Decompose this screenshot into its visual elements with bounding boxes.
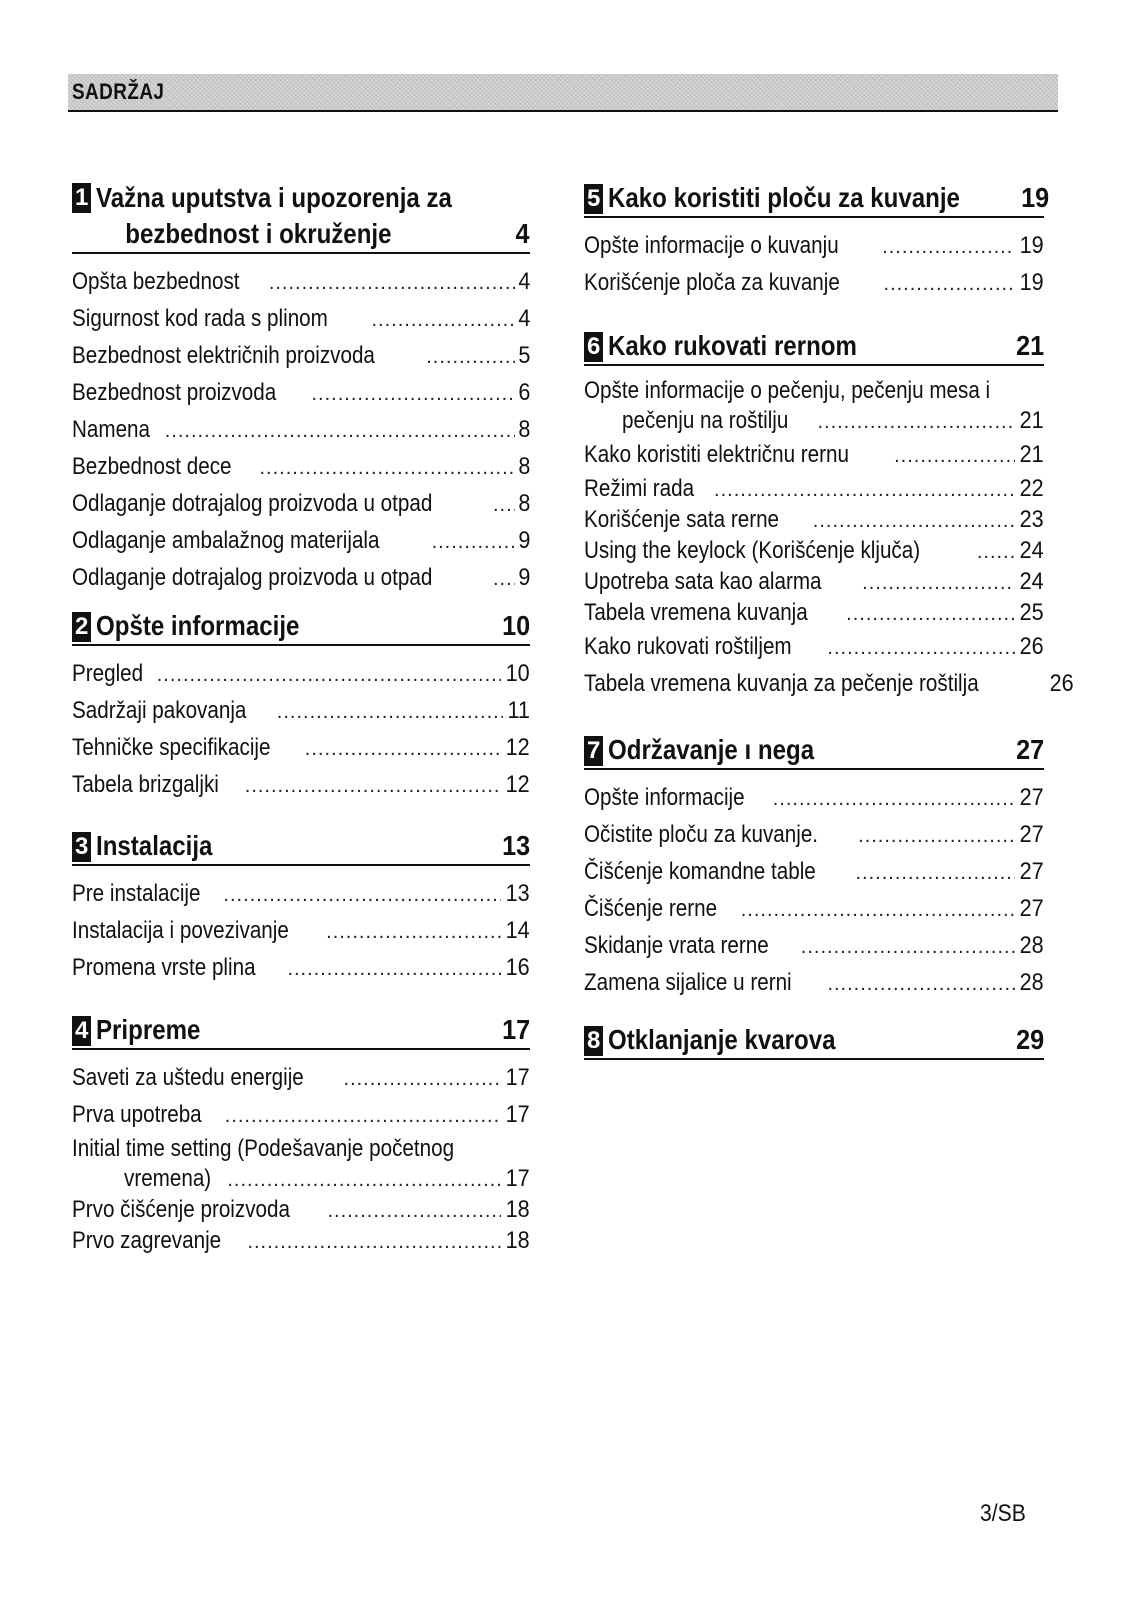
section-5-title: Kako koristiti ploču za kuvanje [608,182,961,213]
toc-entry-label: Čišćenje komandne table [584,858,816,885]
toc-entry-page: 22 [1019,475,1044,502]
toc-entry-page: 8 [517,453,530,480]
leader-dots [493,488,515,523]
toc-entry-label: Skidanje vrata rerne [584,932,769,959]
leader-dots [326,915,501,950]
toc-entry[interactable] [72,767,530,804]
section-3 [72,828,530,987]
toc-entry-page: 8 [517,490,530,517]
leader-dots [426,340,514,375]
leader-dots [223,878,501,913]
leader-dots [245,769,502,804]
toc-entry-page: 26 [1049,670,1074,697]
toc-entry-label: Kako koristiti električnu rernu [584,441,849,468]
toc-entry-page: 9 [517,527,530,554]
toc-entry[interactable] [72,1226,530,1257]
toc-entry[interactable] [72,301,530,338]
leader-dots [493,562,515,597]
toc-entry-page: 18 [505,1196,530,1223]
toc-entry[interactable] [72,656,530,693]
toc-entry-label: Čišćenje rerne [584,895,718,922]
toc-entry[interactable] [72,693,530,730]
toc-entry-label: Režimi rada [584,475,695,502]
section-6 [584,328,1074,703]
toc-entry-label: pečenju na roštilju [622,407,789,434]
leader-dots [862,568,1015,598]
leader-dots [827,967,1015,1002]
toc-entry-label: Očistite ploču za kuvanje. [584,821,819,848]
toc-entry-page: 16 [505,954,530,981]
toc-entry-label: Opšte informacije o pečenju, pečenju mesa i [584,377,991,404]
toc-entry-label: Zamena sijalice u rerni [584,969,792,996]
toc-entry[interactable] [72,1060,530,1097]
toc-entry-label: Tabela brizgaljki [72,771,219,798]
toc-entry[interactable] [72,338,530,375]
toc-entry-page: 28 [1019,969,1044,996]
section-4 [72,1012,530,1257]
section-5-heading[interactable] [584,180,1049,218]
section-number-badge: 5 [584,184,603,214]
section-8-page: 29 [1015,1024,1044,1055]
section-1-entries [72,264,530,597]
toc-entry-page: 8 [517,416,530,443]
leader-dots [894,439,1015,474]
toc-entry-page: 12 [505,771,530,798]
toc-entry-page: 27 [1019,784,1044,811]
leader-dots [827,631,1015,666]
toc-entry-label: Odlaganje dotrajalog proizvoda u otpad [72,564,433,591]
toc-entry-page: 27 [1019,895,1044,922]
toc-entry-label: Pre instalacije [72,880,201,907]
toc-entry[interactable] [72,876,530,913]
toc-entry-label: Sadržaji pakovanja [72,697,247,724]
leader-dots [165,414,515,449]
toc-entry[interactable] [72,449,530,486]
toc-entry-page: 18 [505,1227,530,1254]
section-8-heading[interactable] [584,1022,1044,1060]
section-8 [584,1022,1044,1060]
toc-entry-page: 25 [1019,599,1044,626]
leader-dots [432,525,515,560]
toc-entry-page: 24 [1019,568,1044,595]
toc-entry-label: vremena) [124,1165,212,1192]
section-1-page: 4 [515,218,530,249]
toc-entry-page: 12 [505,734,530,761]
toc-entry-label: Initial time setting (Podešavanje početnog [72,1135,455,1162]
toc-entry-continuation[interactable] [584,406,1044,437]
section-number-badge: 3 [72,832,91,862]
toc-entry-page: 11 [507,697,530,724]
leader-dots [227,1165,501,1195]
toc-entry[interactable] [72,560,530,597]
section-7 [584,732,1044,1002]
toc-entry[interactable] [584,780,1044,817]
section-8-title: Otklanjanje kvarova [608,1024,836,1055]
section-2-heading[interactable] [72,608,530,646]
section-number-badge: 4 [72,1016,91,1046]
toc-entry[interactable] [584,928,1044,965]
toc-entry[interactable] [584,666,1074,703]
section-1-title-line1: Važna uputstva i upozorenja za [96,182,453,213]
leader-dots [858,819,1015,854]
section-4-page: 17 [501,1014,530,1045]
toc-entry-page: 17 [505,1064,530,1091]
toc-entry-label: Tabela vremena kuvanja [584,599,808,626]
page-number-footer: 3/SB [980,1500,1026,1527]
toc-entry[interactable] [72,1097,530,1134]
leader-dots [813,506,1016,536]
leader-dots [977,537,1015,567]
section-5-entries [584,228,1044,302]
toc-entry[interactable] [72,1134,530,1164]
toc-entry[interactable] [584,817,1044,854]
toc-entry-label: Odlaganje dotrajalog proizvoda u otpad [72,490,433,517]
toc-entry[interactable] [584,629,1044,666]
leader-dots [882,230,1015,265]
toc-entry-page: 26 [1019,633,1044,660]
toc-entry[interactable] [584,854,1044,891]
toc-entry-label: Odlaganje ambalažnog materijala [72,527,380,554]
section-1 [72,180,530,597]
leader-dots [287,952,501,987]
toc-entry-label: Korišćenje sata rerne [584,506,780,533]
toc-entry-page: 19 [1019,269,1044,296]
leader-dots [157,658,502,693]
leader-dots [856,856,1016,891]
toc-entry[interactable] [584,891,1044,928]
section-1-title-line2: bezbednost i okruženje [125,218,392,249]
toc-entry-label: Tabela vremena kuvanja za pečenje roštilja [584,670,979,697]
section-2-entries [72,656,530,804]
toc-entry[interactable] [584,437,1044,474]
section-7-title: Održavanje ı nega [608,734,815,765]
toc-entry[interactable] [72,375,530,412]
leader-dots [344,1062,502,1097]
leader-dots [741,893,1016,928]
leader-dots [817,407,1015,437]
toc-entry-page: 17 [505,1101,530,1128]
toc-entry-continuation[interactable] [72,1164,530,1195]
leader-dots [773,782,1016,817]
toc-entry-page: 14 [505,917,530,944]
toc-entry-page: 6 [517,379,530,406]
section-number-badge: 7 [584,736,603,766]
section-2-page: 10 [501,610,530,641]
toc-entry-label: Korišćenje ploča za kuvanje [584,269,840,296]
toc-entry-page: 19 [1019,232,1044,259]
toc-entry[interactable] [72,913,530,950]
leader-dots [269,266,515,301]
section-3-title: Instalacija [96,830,213,861]
toc-entry[interactable] [584,265,1044,302]
toc-entry[interactable] [72,412,530,449]
leader-dots [884,267,1016,302]
toc-entry-label: Sigurnost kod rada s plinom [72,305,328,332]
leader-dots [225,1099,502,1134]
toc-entry-page: 21 [1019,407,1044,434]
section-3-heading[interactable] [72,828,530,866]
section-4-entries [72,1060,530,1257]
toc-entry-label: Pregled [72,660,144,687]
toc-entry[interactable] [584,536,1044,567]
toc-entry[interactable] [72,264,530,301]
toc-entry-label: Namena [72,416,151,443]
toc-entry[interactable] [584,598,1044,629]
section-number-badge: 6 [584,332,603,362]
toc-entry-page: 17 [505,1165,530,1192]
toc-entry-page: 23 [1019,506,1044,533]
section-3-page: 13 [501,830,530,861]
section-1-heading[interactable] [72,180,530,254]
section-6-title: Kako rukovati rernom [608,330,858,361]
toc-entry-label: Saveti za uštedu energije [72,1064,304,1091]
leader-dots [801,930,1016,965]
toc-entry-page: 5 [517,342,530,369]
toc-entry-page: 4 [517,305,530,332]
section-7-entries [584,780,1044,1002]
toc-entry[interactable] [72,523,530,560]
toc-entry-label: Using the keylock (Korišćenje ključa) [584,537,921,564]
section-2 [72,608,530,804]
toc-entry[interactable] [72,486,530,523]
toc-entry-page: 4 [517,268,530,295]
toc-entry-page: 27 [1019,821,1044,848]
toc-entry[interactable] [72,950,530,987]
section-number-badge: 8 [584,1026,603,1056]
section-6-heading[interactable] [584,328,1044,366]
toc-entry-label: Upotreba sata kao alarma [584,568,822,595]
toc-entry-label: Prvo zagrevanje [72,1227,222,1254]
toc-entry-label: Opšte informacije [584,784,745,811]
toc-entry-label: Opšta bezbednost [72,268,240,295]
toc-entry[interactable] [584,474,1044,505]
leader-dots [247,1227,501,1257]
section-7-page: 27 [1015,734,1044,765]
toc-entry-label: Opšte informacije o kuvanju [584,232,839,259]
toc-entry-page: 28 [1019,932,1044,959]
toc-entry-page: 21 [1019,441,1044,468]
toc-entry[interactable] [584,505,1044,536]
leader-dots [277,695,503,730]
leader-dots [372,303,515,338]
toc-entry-label: Kako rukovati roštiljem [584,633,792,660]
toc-entry[interactable] [584,228,1044,265]
toc-entry-label: Prvo čišćenje proizvoda [72,1196,290,1223]
section-7-heading[interactable] [584,732,1044,770]
toc-entry-label: Prva upotreba [72,1101,202,1128]
section-5 [584,180,1049,302]
toc-entry[interactable] [72,730,530,767]
toc-entry[interactable] [584,376,1044,406]
toc-entry-page: 10 [505,660,530,687]
toc-entry-page: 24 [1019,537,1044,564]
section-4-title: Pripreme [96,1014,201,1045]
section-2-title: Opšte informacije [96,610,300,641]
section-number-badge: 1 [72,183,91,213]
section-6-entries [584,376,1074,703]
contents-title: SADRŽAJ [72,79,165,104]
toc-entry-page: 27 [1019,858,1044,885]
toc-entry[interactable] [584,965,1044,1002]
toc-entry-label: Bezbednost dece [72,453,232,480]
toc-entry-label: Tehničke specifikacije [72,734,271,761]
toc-entry[interactable] [72,1195,530,1226]
section-5-page: 19 [1020,182,1049,213]
toc-entry-page: 13 [505,880,530,907]
section-number-badge: 2 [72,612,91,642]
toc-entry-label: Instalacija i povezivanje [72,917,289,944]
contents-header-bar [68,74,1058,112]
leader-dots [312,377,515,412]
toc-entry[interactable] [584,567,1044,598]
leader-dots [327,1196,501,1226]
toc-entry-label: Bezbednost proizvoda [72,379,277,406]
section-4-heading[interactable] [72,1012,530,1050]
section-3-entries [72,876,530,987]
section-6-page: 21 [1015,330,1044,361]
leader-dots [714,475,1015,505]
leader-dots [846,599,1015,629]
leader-dots [305,732,502,767]
toc-entry-page: 9 [517,564,530,591]
toc-entry-label: Bezbednost električnih proizvoda [72,342,375,369]
toc-entry-label: Promena vrste plina [72,954,256,981]
leader-dots [259,451,514,486]
